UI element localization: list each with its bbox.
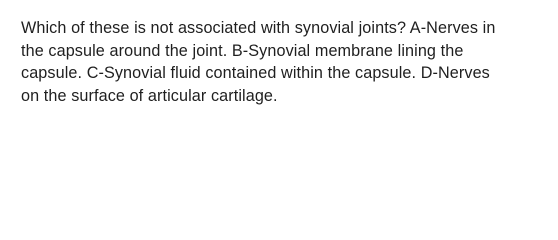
question-line-4: on the surface of articular cartilage. bbox=[21, 86, 278, 105]
question-line-2: the capsule around the joint. B-Synovial membrane lining the bbox=[21, 41, 464, 60]
question-line-3: capsule. C-Synovial fluid contained within the capsule. D-Nerves bbox=[21, 64, 490, 82]
question-line-1: Which of these is not associated with synovial joints? A-Nerves in bbox=[21, 19, 496, 37]
question-text bbox=[21, 17, 541, 107]
